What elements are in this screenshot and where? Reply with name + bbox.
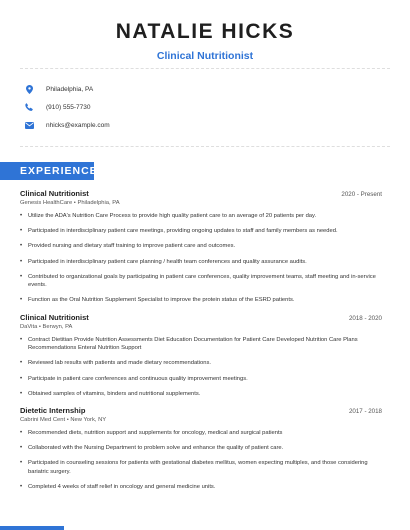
- job-header: [20, 313, 382, 322]
- job-company: Cabrini Med Cent • New York, NY: [20, 417, 107, 423]
- job-entry: [20, 406, 382, 491]
- job-bullet: • Obtained samples of vitamins, binders and nutritional supplements.: [20, 390, 382, 398]
- job-bullet: • Participate in patient care conferences and continuous quality improvement meetings.: [20, 375, 382, 383]
- job-header: [20, 406, 382, 415]
- candidate-role: Clinical Nutritionist: [156, 50, 254, 62]
- job-dates: 2020 - Present: [341, 191, 382, 198]
- job-bullet: • Recommended diets, nutrition support and supplements for oncology, medical and surgical patients: [20, 429, 382, 437]
- job-title: Dietetic Internship: [20, 406, 86, 415]
- divider: [20, 146, 390, 147]
- job-bullet: • Contract Dietitian Provide Nutrition Assessments Diet Education Documentation for Patient Care Developed Nutrition Care Plans Recommendations Enteral Nutrition Support: [20, 336, 382, 352]
- candidate-name: NATALIE HICKS: [115, 20, 295, 43]
- email-link[interactable]: nhicks@example.com: [46, 121, 110, 129]
- job-bullet: • Contributed to organizational goals by participating in patient care conferences, quality improvement teams, staff meeting and in-service events.: [20, 273, 382, 289]
- contact-email: [20, 116, 390, 134]
- job-dates: 2018 - 2020: [348, 315, 382, 322]
- accent-bar: [0, 526, 64, 530]
- job-company: Genesis HealthCare • Philadelphia, PA: [20, 200, 120, 206]
- job-header: [20, 189, 382, 198]
- contact-phone: [20, 98, 390, 116]
- job-bullet: • Participated in interdisciplinary patient care planning / health team conferences and quality assurance audits.: [20, 258, 382, 266]
- contact-block: [20, 80, 390, 134]
- job-title: Clinical Nutritionist: [20, 313, 89, 322]
- job-bullet: • Reviewed lab results with patients and made dietary recommendations.: [20, 359, 382, 367]
- job-bullet: • Participated in interdisciplinary patient care meetings, providing ongoing updates to staff and family members as needed.: [20, 227, 382, 235]
- job-bullets: [20, 212, 382, 304]
- job-bullet: • Utilize the ADA's Nutrition Care Process to provide high quality patient care to an average of 20 patients per day.: [20, 212, 382, 220]
- divider: [20, 68, 390, 69]
- job-bullet: • Completed 4 weeks of staff relief in oncology and general medicine units.: [20, 483, 382, 491]
- job-bullet: • Function as the Oral Nutrition Supplement Specialist to improve the protein status of the ESRD patients.: [20, 296, 382, 304]
- map-pin-icon: [22, 85, 36, 94]
- job-entry: [20, 313, 382, 406]
- job-entry: [20, 189, 382, 313]
- section-heading-experience: EXPERIENCE: [0, 162, 94, 180]
- phone-text: (910) 555-7730: [46, 103, 91, 111]
- contact-location: [20, 80, 390, 98]
- job-bullets: [20, 429, 382, 491]
- experience-list: [20, 189, 382, 491]
- resume-header: [0, 0, 410, 62]
- job-bullet: • Participated in counseling sessions for patients with gestational diabetes mellitus, women expecting multiples, and those considering bariatric surgery.: [20, 459, 382, 475]
- job-company: DaVita • Berwyn, PA: [20, 324, 73, 330]
- job-dates: 2017 - 2018: [348, 408, 382, 415]
- envelope-icon: [22, 122, 36, 129]
- job-bullets: [20, 336, 382, 398]
- job-bullet: • Collaborated with the Nursing Department to problem solve and enhance the quality of patient care.: [20, 444, 382, 452]
- location-text: Philadelphia, PA: [46, 85, 94, 93]
- job-bullet: • Provided nursing and dietary staff training to improve patient care and outcomes.: [20, 242, 382, 250]
- job-title: Clinical Nutritionist: [20, 189, 89, 198]
- phone-icon: [22, 103, 36, 111]
